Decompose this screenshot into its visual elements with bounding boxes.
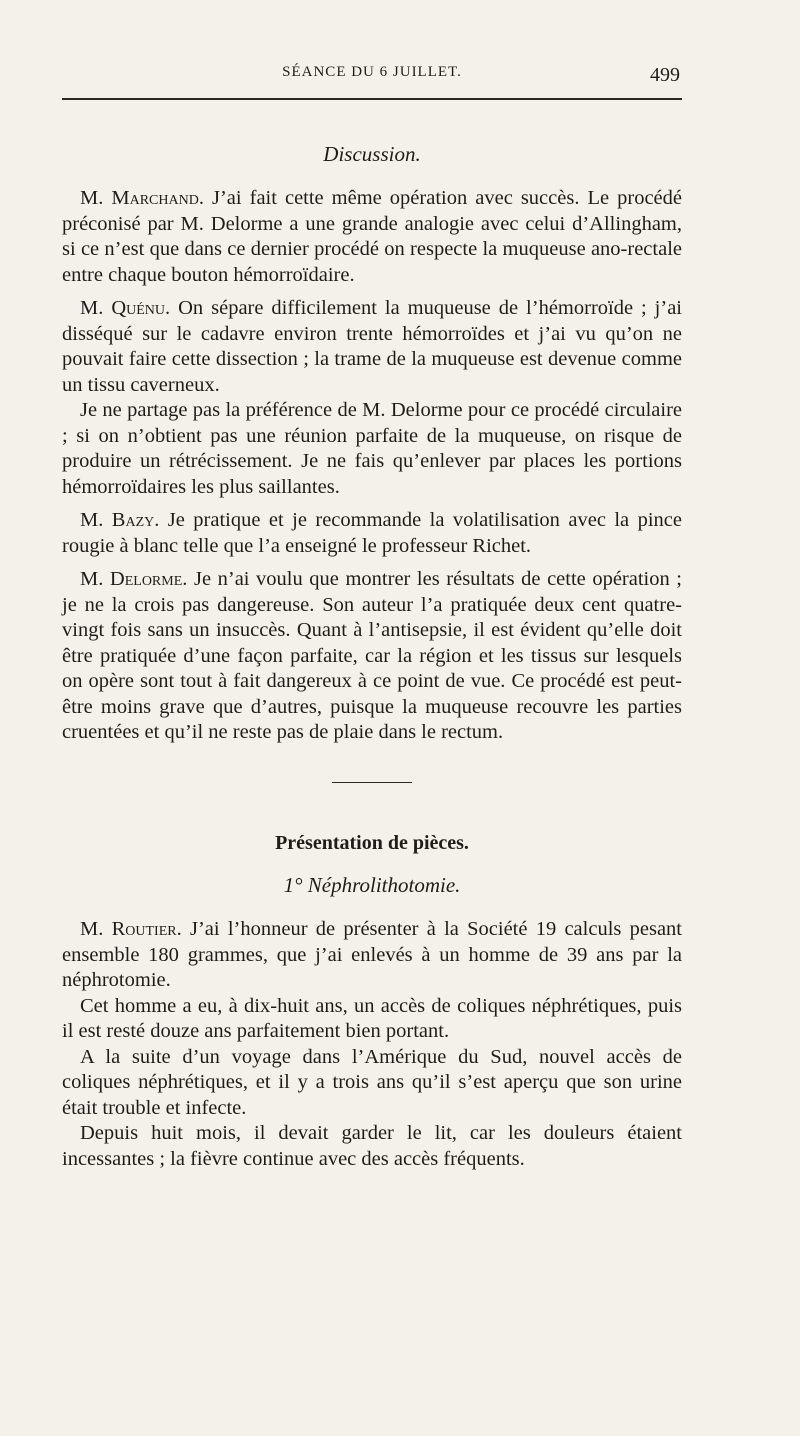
paragraph-gap (62, 288, 682, 296)
paragraph-quenu-continued (62, 398, 682, 500)
speaker-name: M. Routier. (80, 918, 182, 940)
paragraph-text: J’ai fait cette même opération avec succès. Le procédé préconisé par M. Delorme a une grande analogie avec celui d’Allingham, si ce n’est que dans ce dernier procédé on respecte la muqueuse ano-rectale entre chaque bouton hémorroïdaire. (62, 187, 682, 286)
paragraph-bazy (62, 508, 682, 559)
paragraph-routier (62, 917, 682, 994)
paragraph-gap (62, 500, 682, 508)
speaker-name: M. Bazy. (80, 509, 160, 531)
paragraph-text: Depuis huit mois, il devait garder le lit, car les douleurs étaient incessantes ; la fièvre continue avec des accès fréquents. (62, 1122, 682, 1170)
paragraph-history (62, 994, 682, 1045)
subsection-title: 1° Néphrolithotomie. (283, 873, 461, 897)
page-number: 499 (650, 64, 680, 86)
header-rule (62, 98, 682, 100)
speaker-name: M. Marchand. (80, 187, 204, 209)
paragraph-text: Je n’ai voulu que montrer les résultats de cette opération ; je ne la crois pas dangereuse. Son auteur l’a pratiquée deux cent quatre-vingt fois sans un insuccès. Quant à l’antisepsie, il est évident qu’elle doit être pratiquée d’une façon parfaite, car la région et les tissus sur lesquels on opère sont tout à fait dangereux à ce point de vue. Ce procédé est peut-être moins grave que d’autres, puisque la muqueuse recouvre les parties cruentées et qu’il ne reste pas de plaie dans le rectum. (62, 568, 682, 743)
section-title: Présentation de pièces. (275, 832, 469, 854)
paragraph-symptoms (62, 1121, 682, 1172)
body-text (62, 142, 682, 1172)
paragraph-gap (62, 559, 682, 567)
running-head: SÉANCE DU 6 JUILLET. (282, 64, 462, 80)
page-header (62, 64, 682, 88)
paragraph-delorme (62, 567, 682, 746)
paragraph-text: On sépare difficilement la muqueuse de l’hémorroïde ; j’ai disséqué sur le cadavre environ trente hémorroïdes et j’ai vu qu’on ne pouvait faire cette dissection ; la trame de la muqueuse est devenue comme un tissu caverneux. (62, 297, 683, 396)
section-divider (332, 782, 412, 784)
speaker-name: M. Delorme. (80, 568, 188, 590)
speaker-name: M. Quénu. (80, 297, 171, 319)
paragraph-quenu (62, 296, 682, 398)
paragraph-text: Cet homme a eu, à dix-huit ans, un accès de coliques néphrétiques, puis il est resté douze ans parfaitement bien portant. (62, 994, 682, 1042)
discussion-title: Discussion. (323, 142, 421, 166)
paragraph-text: J’ai l’honneur de présenter à la Société 19 calculs pesant ensemble 180 grammes, que j’ai enlevés à un homme de 39 ans par la néphrotomie. (62, 918, 682, 991)
paragraph-text: A la suite d’un voyage dans l’Amérique du Sud, nouvel accès de coliques néphrétiques, et il y a trois ans qu’il s’est aperçu que son urine était trouble et infecte. (62, 1045, 682, 1119)
paragraph-text: Je ne partage pas la préférence de M. Delorme pour ce procédé circulaire ; si on n’obtient pas une réunion parfaite de la muqueuse, on risque de produire un rétrécissement. Je ne fais qu’enlever par places les portions hémorroïdaires les plus saillantes. (62, 399, 682, 498)
paragraph-text: Je pratique et je recommande la volatilisation avec la pince rougie à blanc telle que l’a enseigné le professeur Richet. (62, 509, 682, 557)
paragraph-marchand (62, 186, 682, 288)
paragraph-voyage (62, 1045, 682, 1122)
